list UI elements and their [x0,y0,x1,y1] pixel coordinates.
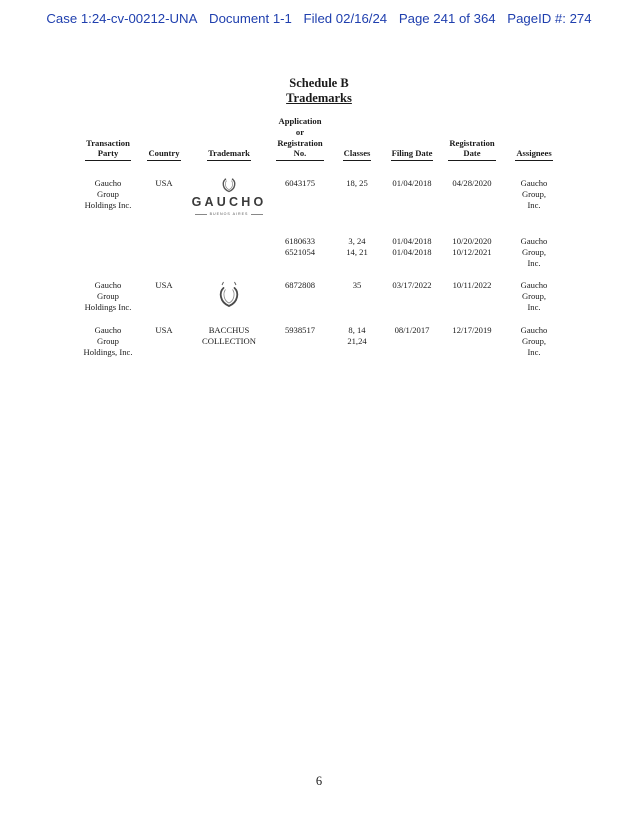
header-country: Country [139,116,189,162]
cell-assignees: Gaucho Group, Inc. [520,236,548,268]
cell-filing-date: 01/04/2018 [392,178,432,189]
cell-trademark [189,178,269,230]
header-trademark: Trademark [189,116,269,162]
cell-registration-no: 6872808 [284,280,316,291]
cell-country: USA [155,280,173,291]
cell-classes: 18, 25 [346,178,368,189]
cell-trademark [189,236,269,280]
schedule-heading [0,76,638,105]
cell-registration-no: 6043175 [284,178,316,189]
logo-tagline: BUENOS AIRES [195,209,264,220]
filed-date: Filed 02/16/24 [303,11,388,26]
case-number: Case 1:24-cv-00212-UNA [46,11,198,26]
table-row [77,325,565,357]
cell-transaction-party: Gaucho Group Holdings Inc. [84,280,132,312]
cell-assignees: Gaucho Group, Inc. [520,178,548,210]
cell-country: USA [155,178,173,189]
page-of-total: Page 241 of 364 [398,11,496,26]
header-classes: Classes [331,116,383,162]
logo-wordmark: GAUCHO [191,195,267,210]
header-assignees: Assignees [503,116,565,162]
page-id: PageID #: 274 [507,11,592,26]
cell-assignees: Gaucho Group, Inc. [520,280,548,312]
cell-transaction-party: Gaucho Group Holdings Inc. [84,178,132,210]
horseshoe-icon [218,280,240,310]
cell-registration-date: 04/28/2020 [452,178,492,189]
cell-classes: 35 [352,280,362,291]
table-header-row [77,116,565,162]
document-number: Document 1-1 [209,11,292,26]
cell-filing-date: 08/1/2017 [394,325,430,336]
table-row [77,236,565,280]
cell-assignees: Gaucho Group, Inc. [520,325,548,357]
court-filing-header [0,11,638,26]
schedule-title: Schedule B [289,76,349,90]
horseshoe-icon [221,177,237,195]
cell-classes: 8, 14 21,24 [347,325,367,346]
cell-transaction-party: Gaucho Group Holdings, Inc. [83,325,133,357]
cell-country: USA [155,325,173,336]
cell-filing-date: 03/17/2022 [392,280,432,291]
cell-transaction-party [77,236,139,280]
gaucho-buenos-aires-logo [189,177,269,220]
cell-trademark [189,280,269,325]
table-row [77,280,565,325]
header-registration-date: Registration Date [441,116,503,162]
cell-country [139,236,189,280]
cell-trademark: BACCHUS COLLECTION [202,325,256,346]
cell-classes: 3, 24 14, 21 [346,236,368,257]
cell-registration-no: 6180633 6521054 [284,236,316,257]
cell-registration-no: 5938517 [284,325,316,336]
header-registration-no: Application or Registration No. [269,116,331,162]
table-row [77,178,565,230]
schedule-subtitle: Trademarks [286,90,352,105]
header-filing-date: Filing Date [383,116,441,162]
page-number: 6 [315,774,323,788]
trademarks-table [77,116,565,358]
cell-filing-date: 01/04/2018 01/04/2018 [392,236,432,257]
cell-registration-date: 10/11/2022 [452,280,492,291]
header-transaction-party: Transaction Party [77,116,139,162]
cell-registration-date: 10/20/2020 10/12/2021 [452,236,492,257]
cell-registration-date: 12/17/2019 [452,325,492,336]
